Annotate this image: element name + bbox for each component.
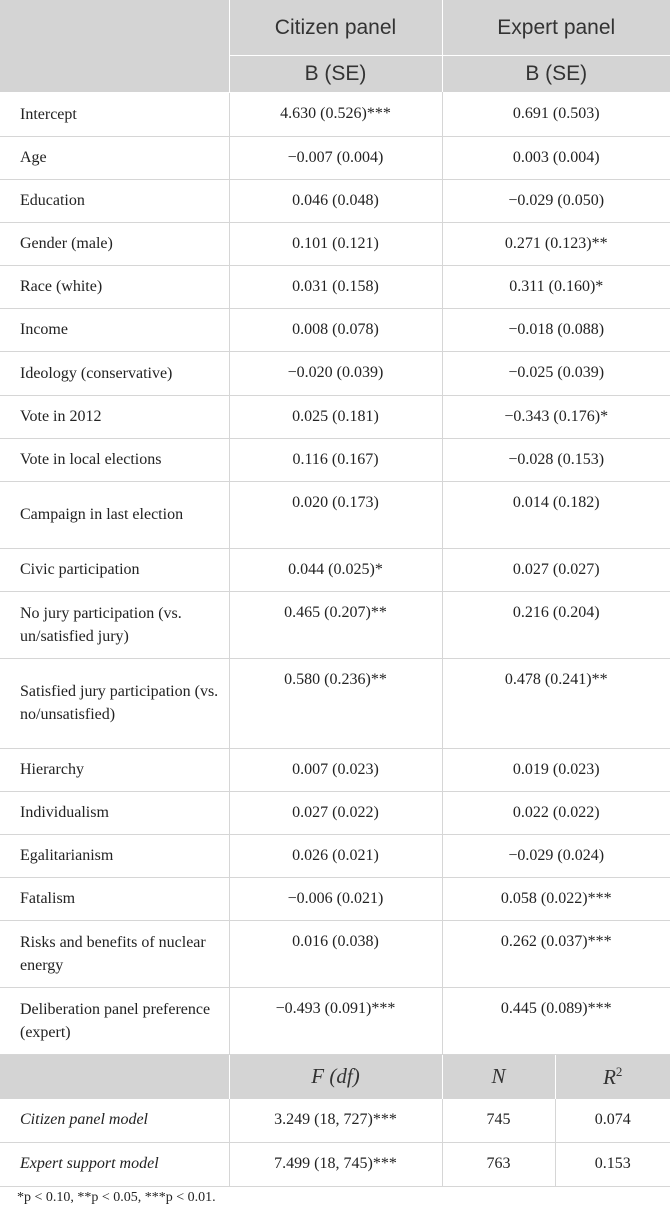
row-label: Race (white) <box>0 265 229 308</box>
header-f-df: F (df) <box>229 1054 442 1099</box>
citizen-value: −0.007 (0.004) <box>229 136 442 179</box>
table-row <box>0 548 670 591</box>
model-header-blank <box>0 1054 229 1099</box>
expert-value: 0.691 (0.503) <box>442 92 670 136</box>
header-citizen-panel: Citizen panel <box>229 0 442 56</box>
table-row <box>0 222 670 265</box>
model-f: 7.499 (18, 745)*** <box>229 1142 442 1186</box>
model-label: Citizen panel model <box>0 1099 229 1143</box>
row-label: Hierarchy <box>0 748 229 791</box>
expert-value: −0.025 (0.039) <box>442 351 670 395</box>
r2-superscript: 2 <box>615 1063 623 1079</box>
row-label: Egalitarianism <box>0 834 229 877</box>
row-label: Age <box>0 136 229 179</box>
expert-value: −0.018 (0.088) <box>442 308 670 351</box>
table-row <box>0 395 670 438</box>
table-row <box>0 658 670 748</box>
citizen-value: 0.020 (0.173) <box>229 481 442 548</box>
header-expert-panel: Expert panel <box>442 0 670 56</box>
expert-value: −0.029 (0.050) <box>442 179 670 222</box>
table-row <box>0 987 670 1054</box>
header-n: N <box>442 1054 555 1099</box>
row-label: Satisfied jury participation (vs. no/unsatisfied) <box>0 658 229 748</box>
citizen-value: 0.465 (0.207)** <box>229 591 442 658</box>
citizen-value: 0.026 (0.021) <box>229 834 442 877</box>
row-label: Civic participation <box>0 548 229 591</box>
table-row <box>0 834 670 877</box>
header-blank <box>0 0 229 92</box>
expert-value: 0.478 (0.241)** <box>442 658 670 748</box>
subheader-citizen: B (SE) <box>229 56 442 93</box>
row-label: Intercept <box>0 92 229 136</box>
model-header-row <box>0 1054 670 1099</box>
model-n: 763 <box>442 1142 555 1186</box>
expert-value: −0.343 (0.176)* <box>442 395 670 438</box>
table-row <box>0 308 670 351</box>
citizen-value: −0.493 (0.091)*** <box>229 987 442 1054</box>
table-row <box>0 351 670 395</box>
table-row <box>0 438 670 481</box>
table-row <box>0 92 670 136</box>
row-label: Education <box>0 179 229 222</box>
model-n: 745 <box>442 1099 555 1143</box>
model-row <box>0 1142 670 1186</box>
citizen-value: −0.020 (0.039) <box>229 351 442 395</box>
citizen-value: −0.006 (0.021) <box>229 877 442 920</box>
citizen-value: 4.630 (0.526)*** <box>229 92 442 136</box>
citizen-value: 0.031 (0.158) <box>229 265 442 308</box>
expert-value: 0.216 (0.204) <box>442 591 670 658</box>
expert-value: 0.262 (0.037)*** <box>442 920 670 987</box>
row-label: Risks and benefits of nuclear energy <box>0 920 229 987</box>
citizen-value: 0.007 (0.023) <box>229 748 442 791</box>
table-row <box>0 179 670 222</box>
expert-value: 0.311 (0.160)* <box>442 265 670 308</box>
row-label: Ideology (conservative) <box>0 351 229 395</box>
row-label: Vote in local elections <box>0 438 229 481</box>
expert-value: −0.028 (0.153) <box>442 438 670 481</box>
expert-value: 0.022 (0.022) <box>442 791 670 834</box>
row-label: Income <box>0 308 229 351</box>
expert-value: 0.019 (0.023) <box>442 748 670 791</box>
model-row <box>0 1099 670 1143</box>
expert-value: 0.445 (0.089)*** <box>442 987 670 1054</box>
citizen-value: 0.016 (0.038) <box>229 920 442 987</box>
table-row <box>0 136 670 179</box>
citizen-value: 0.025 (0.181) <box>229 395 442 438</box>
citizen-value: 0.101 (0.121) <box>229 222 442 265</box>
row-label: Deliberation panel preference (expert) <box>0 987 229 1054</box>
row-label: No jury participation (vs. un/satisfied jury) <box>0 591 229 658</box>
footnote: *p < 0.10, **p < 0.05, ***p < 0.01. <box>17 1190 216 1205</box>
model-f: 3.249 (18, 727)*** <box>229 1099 442 1143</box>
citizen-value: 0.027 (0.022) <box>229 791 442 834</box>
row-label: Vote in 2012 <box>0 395 229 438</box>
citizen-value: 0.046 (0.048) <box>229 179 442 222</box>
expert-value: 0.058 (0.022)*** <box>442 877 670 920</box>
citizen-value: 0.116 (0.167) <box>229 438 442 481</box>
citizen-value: 0.008 (0.078) <box>229 308 442 351</box>
expert-value: 0.003 (0.004) <box>442 136 670 179</box>
model-r2: 0.153 <box>555 1142 670 1186</box>
row-label: Individualism <box>0 791 229 834</box>
expert-value: 0.027 (0.027) <box>442 548 670 591</box>
table-row <box>0 920 670 987</box>
table-row <box>0 265 670 308</box>
table-row <box>0 791 670 834</box>
table-row <box>0 481 670 548</box>
model-r2: 0.074 <box>555 1099 670 1143</box>
expert-value: 0.271 (0.123)** <box>442 222 670 265</box>
table-row <box>0 877 670 920</box>
subheader-expert: B (SE) <box>442 56 670 93</box>
row-label: Campaign in last election <box>0 481 229 548</box>
row-label: Gender (male) <box>0 222 229 265</box>
header-r2 <box>555 1054 670 1099</box>
citizen-value: 0.580 (0.236)** <box>229 658 442 748</box>
row-label: Fatalism <box>0 877 229 920</box>
table-row <box>0 591 670 658</box>
citizen-value: 0.044 (0.025)* <box>229 548 442 591</box>
model-label: Expert support model <box>0 1142 229 1186</box>
r2-base: R <box>603 1064 616 1089</box>
expert-value: 0.014 (0.182) <box>442 481 670 548</box>
table-row <box>0 748 670 791</box>
expert-value: −0.029 (0.024) <box>442 834 670 877</box>
